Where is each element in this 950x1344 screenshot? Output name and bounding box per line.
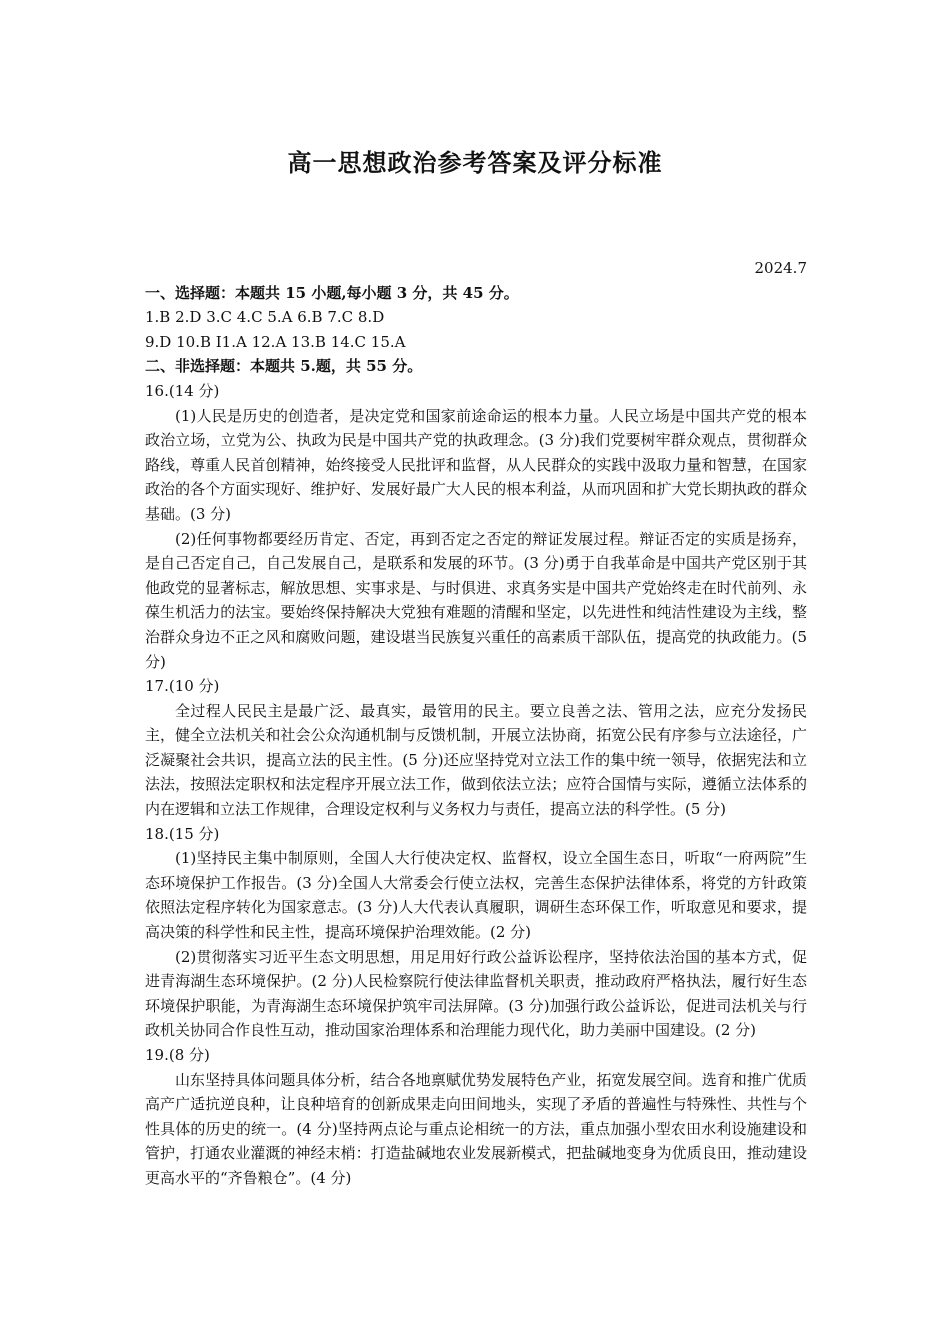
q18-label: 18.(15 分): [145, 824, 220, 843]
section1-answers-line2: 9.D 10.B I1.A 12.A 13.B 14.C 15.A: [145, 332, 406, 351]
q16-answer-part2: (2)任何事物都要经历肯定、否定，再到否定之否定的辩证发展过程。辩证否定的实质是扬弃，是自己否定自己，自己发展自己，是联系和发展的环节。(3 分)勇于自我革命是中国共产党区别于其他政党的显著标志，解放思想、实事求是、与时俱进、求真务实是中国共产党始终走在时代前列、永葆生机活力的法宝。要始终保持解决大党独有难题的清醒和坚定，以先进性和纯洁性建设为主线，整治群众身边不正之风和腐败问题，建设堪当民族复兴重任的高素质干部队伍，提高党的执政能力。(5 分): [145, 529, 807, 671]
date-row-spacer: [145, 256, 807, 281]
q16-label: 16.(14 分): [145, 381, 220, 400]
q18-answer-part1: (1)坚持民主集中制原则，全国人大行使决定权、监督权，设立全国生态日，听取“一府两院”生态环境保护工作报告。(3 分)全国人大常委会行使立法权，完善生态保护法律体系，将党的方针政策依照法定程序转化为国家意志。(3 分)人大代表认真履职，调研生态环保工作，听取意见和要求，提高决策的科学性和民主性，提高环境保护治理效能。(2 分): [145, 849, 807, 942]
q16-answer-part1: (1)人民是历史的创造者，是决定党和国家前途命运的根本力量。人民立场是中国共产党的根本政治立场，立党为公、执政为民是中国共产党的执政理念。(3 分)我们党要树牢群众观点，贯彻群众路线，尊重人民首创精神，始终接受人民批评和监督，从人民群众的实践中汲取力量和智慧，在国家政治的各个方面实现好、维护好、发展好最广大人民的根本利益，从而巩固和扩大党长期执政的群众基础。(3 分): [145, 406, 807, 523]
q19-label: 19.(8 分): [145, 1046, 210, 1064]
q17-label: 17.(10 分): [145, 677, 220, 696]
q19-answer: 山东坚持具体问题具体分析，结合各地禀赋优势发展特色产业，拓宽发展空间。选育和推广优质高产广适抗逆良种，让良种培育的创新成果走向田间地头，实现了矛盾的普遍性与特殊性、共性与个性具体的历史的统一。(4 分)坚持两点论与重点论相统一的方法，重点加强小型农田水利设施建设和管护，打通农业灌溉的神经末梢：打造盐碱地农业发展新模式，把盐碱地变身为优质良田，推动建设更高水平的“齐鲁粮仓”。(4 分): [145, 1070, 807, 1187]
q18-answer-part2: (2)贯彻落实习近平生态文明思想，用足用好行政公益诉讼程序，坚持依法治国的基本方式，促进青海湖生态环境保护。(2 分)人民检察院行使法律监督机关职责，推动政府严格执法，履行好生态环境保护职能，为青海湖生态环境保护筑牢司法屏障。(3 分)加强行政公益诉讼，促进司法机关与行政机关协同合作良性互动，推动国家治理体系和治理能力现代化，助力美丽中国建设。(2 分): [145, 947, 807, 1040]
q17-answer: 全过程人民民主是最广泛、最真实，最管用的民主。要立良善之法、管用之法，应充分发扬民主，健全立法机关和社会公众沟通机制与反馈机制，开展立法协商，拓宽公民有序参与立法途径，广泛凝聚社会共识，提高立法的民主性。(5 分)还应坚持党对立法工作的集中统一领导，依据宪法和立法法，按照法定职权和法定程序开展立法工作，做到依法立法；应符合国情与实际，遵循立法体系的内在逻辑和立法工作规律，合理设定权利与义务权力与责任，提高立法的科学性。(5 分): [145, 701, 807, 819]
section1-heading: 一、选择题：本题共 15 小题,每小题 3 分，共 45 分。: [145, 283, 519, 302]
document-date: 2024.7: [754, 259, 807, 277]
section1-answers-line1: 1.B 2.D 3.C 4.C 5.A 6.B 7.C 8.D: [145, 308, 385, 327]
document-body: [145, 256, 807, 1191]
page-title: 高一思想政治参考答案及评分标准: [287, 148, 663, 177]
section2-heading: 二、非选择题：本题共 5.题，共 55 分。: [145, 357, 423, 376]
